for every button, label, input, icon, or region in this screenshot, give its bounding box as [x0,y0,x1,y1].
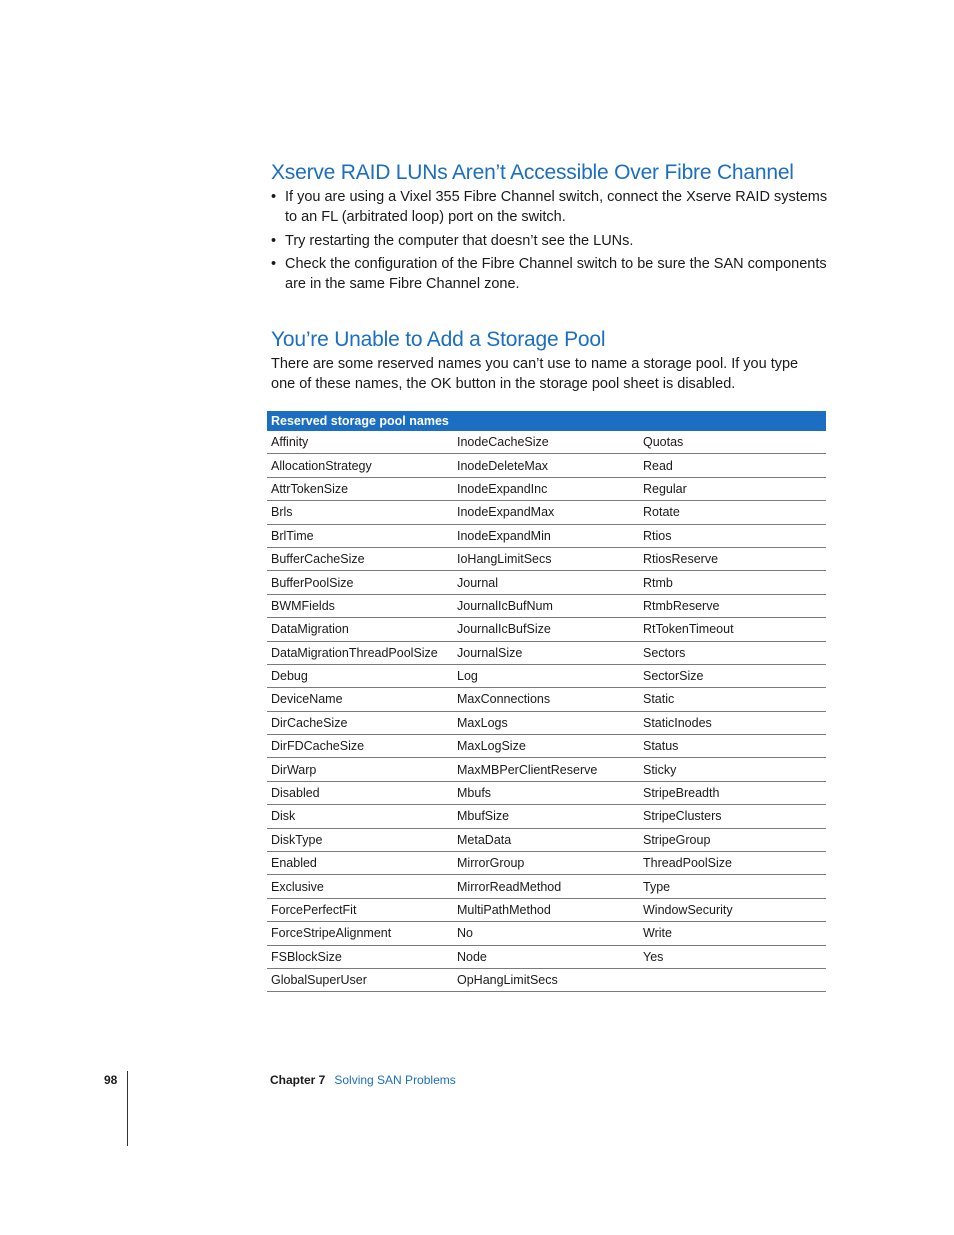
table-cell: Log [453,664,639,687]
table-cell: Disk [267,805,453,828]
table-cell: MirrorGroup [453,852,639,875]
bullet-item: • If you are using a Vixel 355 Fibre Channel switch, connect the Xserve RAID systems to an FL (arbitrated loop) port on the switch. [271,187,831,227]
table-cell: Exclusive [267,875,453,898]
table-cell: MaxConnections [453,688,639,711]
table-header-row [267,411,826,431]
table-cell: Affinity [267,431,453,454]
table-cell: AllocationStrategy [267,454,453,477]
table-cell: No [453,922,639,945]
table-cell: JournalIcBufNum [453,594,639,617]
table-row [267,618,826,641]
table-cell: FSBlockSize [267,945,453,968]
table-cell: Rotate [639,501,826,524]
table-row [267,641,826,664]
table-cell: Rtios [639,524,826,547]
table-cell: MbufSize [453,805,639,828]
table-cell: GlobalSuperUser [267,968,453,991]
table-cell: DeviceName [267,688,453,711]
table-cell: MultiPathMethod [453,898,639,921]
bullet-item: • Check the configuration of the Fibre Channel switch to be sure the SAN components are in the same Fibre Channel zone. [271,254,831,294]
table-cell: MaxLogs [453,711,639,734]
table-row [267,571,826,594]
bullet-item: • Try restarting the computer that doesn’t see the LUNs. [271,231,831,251]
table-cell: Debug [267,664,453,687]
table-cell: StripeClusters [639,805,826,828]
table-row [267,852,826,875]
table-row [267,547,826,570]
table-cell: MirrorReadMethod [453,875,639,898]
table-cell: Disabled [267,781,453,804]
table-row [267,945,826,968]
table-cell: IoHangLimitSecs [453,547,639,570]
table-cell: BWMFields [267,594,453,617]
table-cell: BufferCacheSize [267,547,453,570]
table-row [267,922,826,945]
table-row [267,501,826,524]
table-cell: Write [639,922,826,945]
table-cell: ForceStripeAlignment [267,922,453,945]
table-cell: MetaData [453,828,639,851]
table-cell: StripeBreadth [639,781,826,804]
table-row [267,781,826,804]
table-row [267,968,826,991]
table-cell: SectorSize [639,664,826,687]
table-cell: ForcePerfectFit [267,898,453,921]
table-cell: Node [453,945,639,968]
table-cell: Quotas [639,431,826,454]
table-cell: Sectors [639,641,826,664]
table-cell: Status [639,735,826,758]
table-cell: DirCacheSize [267,711,453,734]
table-cell: DiskType [267,828,453,851]
table-header: Reserved storage pool names [267,411,826,431]
table-row [267,688,826,711]
table-cell: AttrTokenSize [267,477,453,500]
table-row [267,594,826,617]
table-cell: Mbufs [453,781,639,804]
table-cell: BrlTime [267,524,453,547]
chapter-title: Solving SAN Problems [334,1073,456,1087]
table-row [267,898,826,921]
table-cell: MaxMBPerClientReserve [453,758,639,781]
table-cell: DataMigration [267,618,453,641]
section-heading-storage-pool: You’re Unable to Add a Storage Pool [271,328,606,351]
table-cell: DirFDCacheSize [267,735,453,758]
table-cell: RtmbReserve [639,594,826,617]
reserved-names-table [267,411,826,992]
table-cell: Read [639,454,826,477]
table-cell: Rtmb [639,571,826,594]
table-cell: BufferPoolSize [267,571,453,594]
page-number: 98 [104,1073,118,1087]
table-cell: Yes [639,945,826,968]
table-row [267,477,826,500]
table-row [267,711,826,734]
table-row [267,735,826,758]
table-row [267,875,826,898]
table-row [267,828,826,851]
table-row [267,758,826,781]
table-cell: JournalIcBufSize [453,618,639,641]
table-row [267,664,826,687]
table-cell: Sticky [639,758,826,781]
luns-bullet-list [271,187,831,298]
table-cell: InodeExpandMin [453,524,639,547]
table-cell: InodeExpandMax [453,501,639,524]
footer-divider [127,1071,128,1146]
chapter-footer [270,1073,456,1087]
table-cell: InodeDeleteMax [453,454,639,477]
table-cell: Static [639,688,826,711]
table-cell: ThreadPoolSize [639,852,826,875]
table-cell: WindowSecurity [639,898,826,921]
table-cell: StaticInodes [639,711,826,734]
table-cell [639,968,826,991]
table-cell: InodeCacheSize [453,431,639,454]
table-cell: Journal [453,571,639,594]
table-cell: Regular [639,477,826,500]
table-row [267,454,826,477]
table-cell: InodeExpandInc [453,477,639,500]
table-cell: Brls [267,501,453,524]
table-cell: RtiosReserve [639,547,826,570]
table-row [267,431,826,454]
chapter-label: Chapter 7 [270,1073,326,1087]
table-cell: Enabled [267,852,453,875]
table-cell: Type [639,875,826,898]
table-cell: DirWarp [267,758,453,781]
section-heading-luns: Xserve RAID LUNs Aren’t Accessible Over Fibre Channel [271,161,794,184]
table-cell: RtTokenTimeout [639,618,826,641]
table-cell: StripeGroup [639,828,826,851]
table-cell: DataMigrationThreadPoolSize [267,641,453,664]
table-cell: MaxLogSize [453,735,639,758]
table-row [267,805,826,828]
intro-paragraph: There are some reserved names you can’t use to name a storage pool. If you type one of these names, the OK button in the storage pool sheet is disabled. [271,356,799,392]
table-cell: JournalSize [453,641,639,664]
table-body [267,431,826,992]
table-row [267,524,826,547]
table-cell: OpHangLimitSecs [453,968,639,991]
